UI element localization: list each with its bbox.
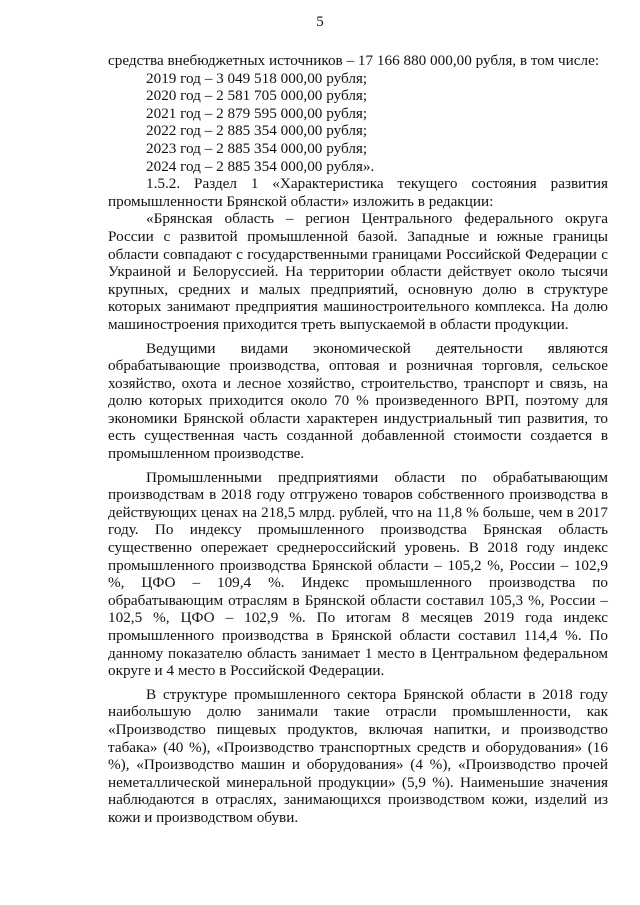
year-item-2019: 2019 год – 3 049 518 000,00 рубля; <box>146 69 368 87</box>
page-number: 5 <box>316 14 324 30</box>
year-item-2021: 2021 год – 2 879 595 000,00 рубля; <box>146 104 368 122</box>
section-heading: 1.5.2. Раздел 1 «Характеристика текущего состояния развития промышленности Брянской области» изложить в редакции: <box>108 175 608 210</box>
year-item-2023: 2023 год – 2 885 354 000,00 рубля; <box>146 139 368 157</box>
intro-paragraph: средства внебюджетных источников – 17 166 880 000,00 рубля, в том числе: <box>108 52 600 69</box>
year-item-2020: 2020 год – 2 581 705 000,00 рубля; <box>146 87 368 105</box>
document-body <box>108 52 608 827</box>
paragraph-region-overview: «Брянская область – регион Центрального федерального округа России с развитой промышленной базой. Западные и южные границы области совпадают с государственными границами Российской Федерации с Украиной и Белоруссией. На территории области действует около тысячи крупных, средних и малых предприятий, основную долю в структуре которых занимают предприятия машиностроительного комплекса. На долю машиностроения приходится треть выпускаемой в области продукции. <box>108 210 608 333</box>
paragraph-industrial-production: Промышленными предприятиями области по обрабатывающим производствам в 2018 году отгружено товаров собственного производства в действующих ценах на 218,5 млрд. рублей, что на 11,8 % больше, чем в 2017 году. По индексу промышленного производства Брянская область существенно опережает среднероссийский уровень. В 2018 году индекс промышленного производства Брянской области – 105,2 %, России – 102,9 %, ЦФО – 109,4 %. Индекс промышленного производства по обрабатывающим отраслям в Брянской области составил 105,3 %, России – 102,5 %, ЦФО – 102,9 %. По итогам 8 месяцев 2019 года индекс промышленного производства в Брянской области составил 114,4 %. По данному показателю область занимает 1 место в Центральном федеральном округе и 4 место в Российской Федерации. <box>108 468 608 680</box>
paragraph-industry-structure: В структуре промышленного сектора Брянской области в 2018 году наибольшую долю занимали такие отрасли промышленности, как «Производство пищевых продуктов, включая напитки, и производство табака» (40 %), «Производство транспортных средств и оборудования» (16 %), «Производство машин и оборудования» (4 %), «Производство прочей неметаллической минеральной продукции» (5,9 %). Наименьшие значения наблюдаются в отраслях, занимающихся производством кожи, изделий из кожи и производством обуви. <box>108 685 608 826</box>
year-item-2022: 2022 год – 2 885 354 000,00 рубля; <box>146 122 368 140</box>
year-item-2024: 2024 год – 2 885 354 000,00 рубля». <box>146 157 375 175</box>
paragraph-economic-activities: Ведущими видами экономической деятельности являются обрабатывающие производства, оптовая и розничная торговля, сельское хозяйство, охота и лесное хозяйство, строительство, транспорт и связь, на долю которых приходится около 70 % произведенного ВРП, поэтому для экономики Брянской области характерен индустриальный тип развития, то есть существенная часть созданной добавленной стоимости создается в промышленном производстве. <box>108 339 608 463</box>
